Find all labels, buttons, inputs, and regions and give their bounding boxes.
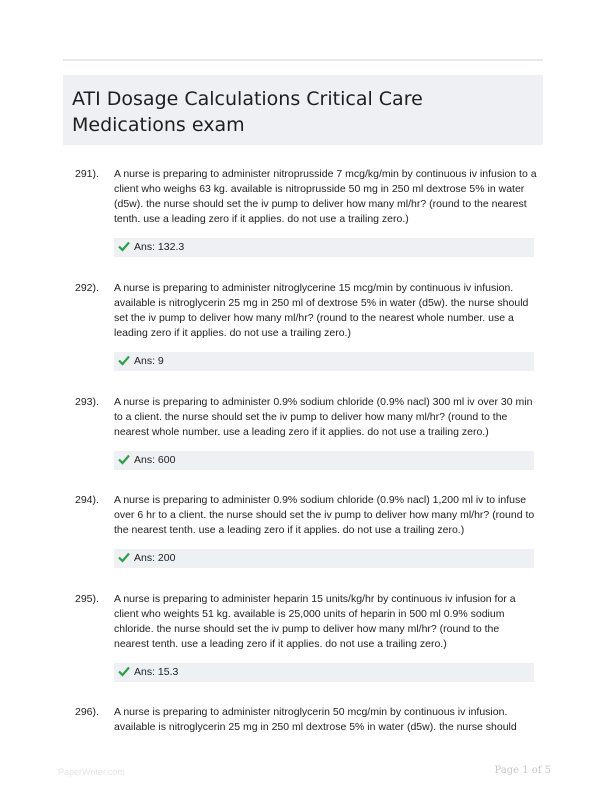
- answer-box: [114, 238, 534, 257]
- question-number: 294).: [75, 494, 99, 506]
- question-text: A nurse is preparing to administer 0.9% sodium chloride (0.9% nacl) 300 ml iv over 30 min to a client. the nurse should set the iv pump to deliver how many ml/hr? (round to the nearest whole number. use a leading zero if it applies. do not use a trailing zero.): [114, 396, 533, 438]
- question-number: 291).: [75, 168, 99, 180]
- answer-text: Ans: 600: [134, 454, 176, 466]
- question-text: A nurse is preparing to administer 0.9% sodium chloride (0.9% nacl) 1,200 ml iv to infuse over 6 hr to a client. the nurse should set the iv pump to deliver how many ml/hr? (round to the nearest tenth. use a leading zero if it applies. do not use a trailing zero.): [114, 494, 535, 536]
- checkmark-icon: [118, 354, 130, 366]
- question-number: 296).: [75, 706, 99, 718]
- answer-box: [114, 663, 534, 682]
- page-title: ATI Dosage Calculations Critical Care Medications exam: [72, 88, 423, 136]
- question-text: A nurse is preparing to administer nitroglycerin 50 mcg/min by continuous iv infusion. available is nitroglycerin 25 mg in 250 ml dextrose 5% in water (d5w). the nurse should: [114, 706, 517, 733]
- checkmark-icon: [118, 665, 130, 677]
- question-text: A nurse is preparing to administer heparin 15 units/kg/hr by continuous iv infusion for a client who weights 51 kg. available is 25,000 units of heparin in 500 ml 0.9% sodium chloride. the nurse should set the iv pump to deliver how many ml/hr? (round to the nearest tenth. use a leading zero if it applies. do not use a trailing zero.): [114, 593, 516, 650]
- question-text: A nurse is preparing to administer nitroglycerine 15 mcg/min by continuous iv infusion. available is nitroglycerin 25 mg in 250 ml of dextrose 5% in water (d5w). the nurse should set the iv pump to deliver how many ml/hr? (round to the nearest whole number. use a leading zero if it applies. do not use a trailing zero.): [114, 282, 529, 339]
- answer-text: Ans: 200: [134, 552, 176, 564]
- footer-watermark: PaperWriter.com: [58, 767, 125, 777]
- checkmark-icon: [118, 240, 130, 252]
- checkmark-icon: [118, 453, 130, 465]
- answer-box: [114, 451, 534, 470]
- question-number: 292).: [75, 282, 99, 294]
- checkmark-icon: [118, 551, 130, 563]
- question-number: 293).: [75, 396, 99, 408]
- page-number: Page 1 of 5: [494, 765, 551, 776]
- top-divider: [63, 59, 543, 61]
- title-panel: [63, 75, 543, 145]
- answer-box: [114, 352, 534, 371]
- answer-box: [114, 549, 534, 568]
- question-text: A nurse is preparing to administer nitroprusside 7 mcg/kg/min by continuous iv infusion to a client who weighs 63 kg. available is nitroprusside 50 mg in 250 ml dextrose 5% in water (d5w). the nurse should set the iv pump to deliver how many ml/hr? (round to the nearest tenth. use a leading zero if it applies. do not use a trailing zero.): [114, 168, 537, 225]
- question-number: 295).: [75, 593, 99, 605]
- answer-text: Ans: 15.3: [134, 666, 179, 678]
- answer-text: Ans: 9: [134, 355, 164, 367]
- answer-text: Ans: 132.3: [134, 241, 185, 253]
